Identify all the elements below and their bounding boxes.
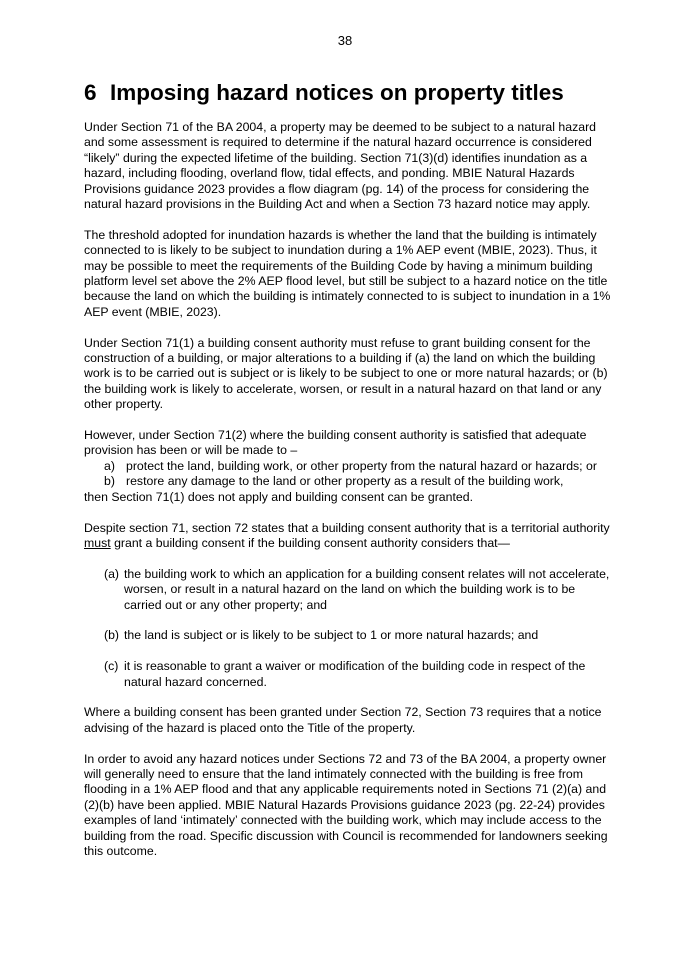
list-item-label: (c) [104, 659, 119, 674]
list-item-text: it is reasonable to grant a waiver or modification of the building code in respect of the natural hazard concerned. [124, 659, 586, 689]
list-item-label: b) [104, 474, 115, 489]
list-item-text: protect the land, building work, or other property from the natural hazard or hazards; or [126, 458, 597, 473]
list-item [84, 628, 614, 643]
paragraph [84, 521, 614, 552]
list-item-label: (a) [104, 566, 120, 581]
emphasis-must: must [84, 535, 111, 550]
page-number: 38 [337, 33, 353, 48]
section-number: 6 [84, 80, 97, 105]
text-run: grant a building consent if the building consent authority considers that— [110, 535, 510, 550]
paragraph: However, under Section 71(2) where the building consent authority is satisfied that adequate provision has been or will be made to – [84, 428, 587, 458]
list-item-text: restore any damage to the land or other property as a result of the building work, [126, 474, 564, 489]
paragraph: The threshold adopted for inundation hazards is whether the land that the building is intimately connected to is likely to be subject to inundation during a 1% AEP event (MBIE, 2023). Thus, it may be possible to meet the requirements of the Building Code by having a minimum building platform level set above the 2% AEP flood level, but still be subject to a hazard notice on the title because the land on which the building is intimately connected to is subject to inundation in a 1% AEP event (MBIE, 2023). [84, 227, 611, 319]
paragraph: In order to avoid any hazard notices under Sections 72 and 73 of the BA 2004, a property owner will generally need to ensure that the land intimately connected with the building is free from flooding in a 1% AEP flood and that any applicable requirements noted in Sections 71 (2)(a) and (2)(b) have been applied. MBIE Natural Hazards Provisions guidance 2023 (pg. 22-24) provides examples of land ‘intimately’ connected with the building work, which may include access to the building from the road. Specific discussion with Council is recommended for landowners seeking this outcome. [84, 751, 608, 858]
list-item [84, 459, 614, 474]
list-item-text: the building work to which an application for a building consent relates will not accelerate, worsen, or result in a natural hazard on the land on which the building work is to be carried out or any other property; and [124, 566, 610, 612]
document-body [84, 120, 614, 859]
paragraph: Under Section 71(1) a building consent authority must refuse to grant building consent for the construction of a building, or major alterations to a building if (a) the land on which the building work is to be carried out is subject or is likely to be subject to one or more natural hazards; or (b) the building work is likely to accelerate, worsen, or result in a natural hazard on that land or any other property. [84, 335, 608, 412]
text-run: Despite section 71, section 72 states that a building consent authority that is a territorial authority [84, 520, 610, 535]
list-item [84, 567, 614, 613]
paragraph: then Section 71(1) does not apply and building consent can be granted. [84, 489, 473, 504]
list-item [84, 474, 614, 489]
list-item-label: a) [104, 458, 115, 473]
section-heading [84, 80, 564, 106]
paragraph: Under Section 71 of the BA 2004, a property may be deemed to be subject to a natural hazard and some assessment is required to determine if the natural hazard occurrence is considered “likely” during the expected lifetime of the building. Section 71(3)(d) identifies inundation as a hazard, including flooding, overland flow, tidal effects, and ponding. MBIE Natural Hazards Provisions guidance 2023 provides a flow diagram (pg. 14) of the process for considering the natural hazard provisions in the Building Act and when a Section 73 hazard notice may apply. [84, 120, 597, 212]
list-item-text: the land is subject or is likely to be subject to 1 or more natural hazards; and [124, 628, 539, 643]
paragraph: Where a building consent has been granted under Section 72, Section 73 requires that a notice advising of the hazard is placed onto the Title of the property. [84, 705, 602, 735]
section-title: Imposing hazard notices on property titles [110, 80, 564, 105]
list-item-label: (b) [104, 628, 120, 643]
list-item [84, 659, 614, 690]
